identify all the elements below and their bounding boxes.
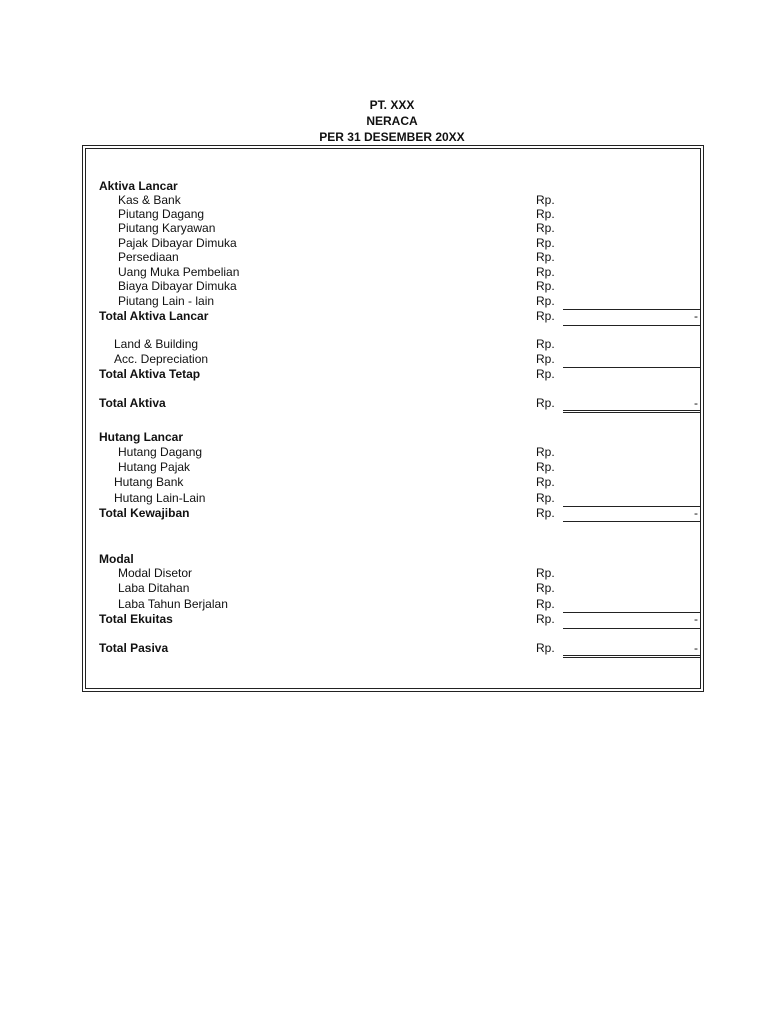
line-item bbox=[0, 221, 768, 236]
total-row-ekuitas bbox=[0, 612, 768, 627]
total-rule bbox=[563, 325, 701, 326]
total-row-pasiva bbox=[0, 641, 768, 656]
total-label: Total Pasiva bbox=[99, 641, 169, 655]
line-item bbox=[0, 250, 768, 265]
total-value: - bbox=[694, 612, 698, 626]
line-item bbox=[0, 265, 768, 280]
line-item-label: Hutang Lain-Lain bbox=[114, 491, 206, 505]
currency-label: Rp. bbox=[536, 597, 555, 611]
total-row-aktiva-tetap bbox=[0, 367, 768, 382]
currency-label: Rp. bbox=[536, 506, 555, 520]
line-item bbox=[0, 352, 768, 367]
line-item-label: Biaya Dibayar Dimuka bbox=[118, 279, 237, 293]
grand-total-rule bbox=[563, 655, 701, 658]
line-item bbox=[0, 279, 768, 294]
currency-label: Rp. bbox=[536, 221, 555, 235]
report-period: PER 31 DESEMBER 20XX bbox=[319, 130, 465, 144]
total-row-aktiva bbox=[0, 396, 768, 411]
line-item-label: Hutang Bank bbox=[114, 475, 184, 489]
line-item-label: Uang Muka Pembelian bbox=[118, 265, 240, 279]
section-heading-hutang-lancar: Hutang Lancar bbox=[99, 430, 184, 444]
line-item-label: Modal Disetor bbox=[118, 566, 193, 580]
total-value: - bbox=[694, 506, 698, 520]
line-item-label: Piutang Dagang bbox=[118, 207, 205, 221]
total-label: Total Aktiva Tetap bbox=[99, 367, 201, 381]
currency-label: Rp. bbox=[536, 236, 555, 250]
total-value: - bbox=[694, 396, 698, 410]
currency-label: Rp. bbox=[536, 367, 555, 381]
currency-label: Rp. bbox=[536, 475, 555, 489]
currency-label: Rp. bbox=[536, 294, 555, 308]
currency-label: Rp. bbox=[536, 352, 555, 366]
line-item bbox=[0, 337, 768, 352]
line-item-label: Laba Tahun Berjalan bbox=[118, 597, 228, 611]
line-item bbox=[0, 294, 768, 309]
line-item-label: Kas & Bank bbox=[118, 193, 181, 207]
total-value: - bbox=[694, 641, 698, 655]
line-item bbox=[0, 445, 768, 460]
currency-label: Rp. bbox=[536, 460, 555, 474]
currency-label: Rp. bbox=[536, 265, 555, 279]
report-title: NERACA bbox=[366, 114, 418, 128]
total-rule bbox=[563, 628, 701, 629]
currency-label: Rp. bbox=[536, 612, 555, 626]
total-label: Total Aktiva Lancar bbox=[99, 309, 209, 323]
line-item-label: Hutang Dagang bbox=[118, 445, 203, 459]
company-name: PT. XXX bbox=[369, 98, 415, 112]
line-item-label: Laba Ditahan bbox=[118, 581, 190, 595]
total-rule bbox=[563, 521, 701, 522]
line-item bbox=[0, 566, 768, 581]
currency-label: Rp. bbox=[536, 309, 555, 323]
currency-label: Rp. bbox=[536, 396, 555, 410]
currency-label: Rp. bbox=[536, 491, 555, 505]
line-item bbox=[0, 207, 768, 222]
total-label: Total Kewajiban bbox=[99, 506, 190, 520]
currency-label: Rp. bbox=[536, 641, 555, 655]
total-label: Total Ekuitas bbox=[99, 612, 173, 626]
currency-label: Rp. bbox=[536, 337, 555, 351]
section-heading-aktiva-lancar: Aktiva Lancar bbox=[99, 179, 178, 193]
line-item-label: Acc. Depreciation bbox=[114, 352, 209, 366]
line-item bbox=[0, 236, 768, 251]
currency-label: Rp. bbox=[536, 445, 555, 459]
line-item bbox=[0, 475, 768, 490]
line-item bbox=[0, 597, 768, 612]
total-label: Total Aktiva bbox=[99, 396, 166, 410]
currency-label: Rp. bbox=[536, 279, 555, 293]
line-item-label: Pajak Dibayar Dimuka bbox=[118, 236, 237, 250]
line-item bbox=[0, 491, 768, 506]
section-heading-modal: Modal bbox=[99, 552, 134, 566]
total-row-aktiva-lancar bbox=[0, 309, 768, 324]
grand-total-rule bbox=[563, 410, 701, 413]
line-item-label: Piutang Karyawan bbox=[118, 221, 216, 235]
total-value: - bbox=[694, 309, 698, 323]
line-item-label: Hutang Pajak bbox=[118, 460, 191, 474]
line-item bbox=[0, 581, 768, 596]
line-item bbox=[0, 193, 768, 208]
total-row-kewajiban bbox=[0, 506, 768, 521]
currency-label: Rp. bbox=[536, 581, 555, 595]
line-item-label: Persediaan bbox=[118, 250, 179, 264]
currency-label: Rp. bbox=[536, 566, 555, 580]
line-item bbox=[0, 460, 768, 475]
line-item-label: Land & Building bbox=[114, 337, 199, 351]
currency-label: Rp. bbox=[536, 193, 555, 207]
currency-label: Rp. bbox=[536, 207, 555, 221]
currency-label: Rp. bbox=[536, 250, 555, 264]
line-item-label: Piutang Lain - lain bbox=[118, 294, 215, 308]
